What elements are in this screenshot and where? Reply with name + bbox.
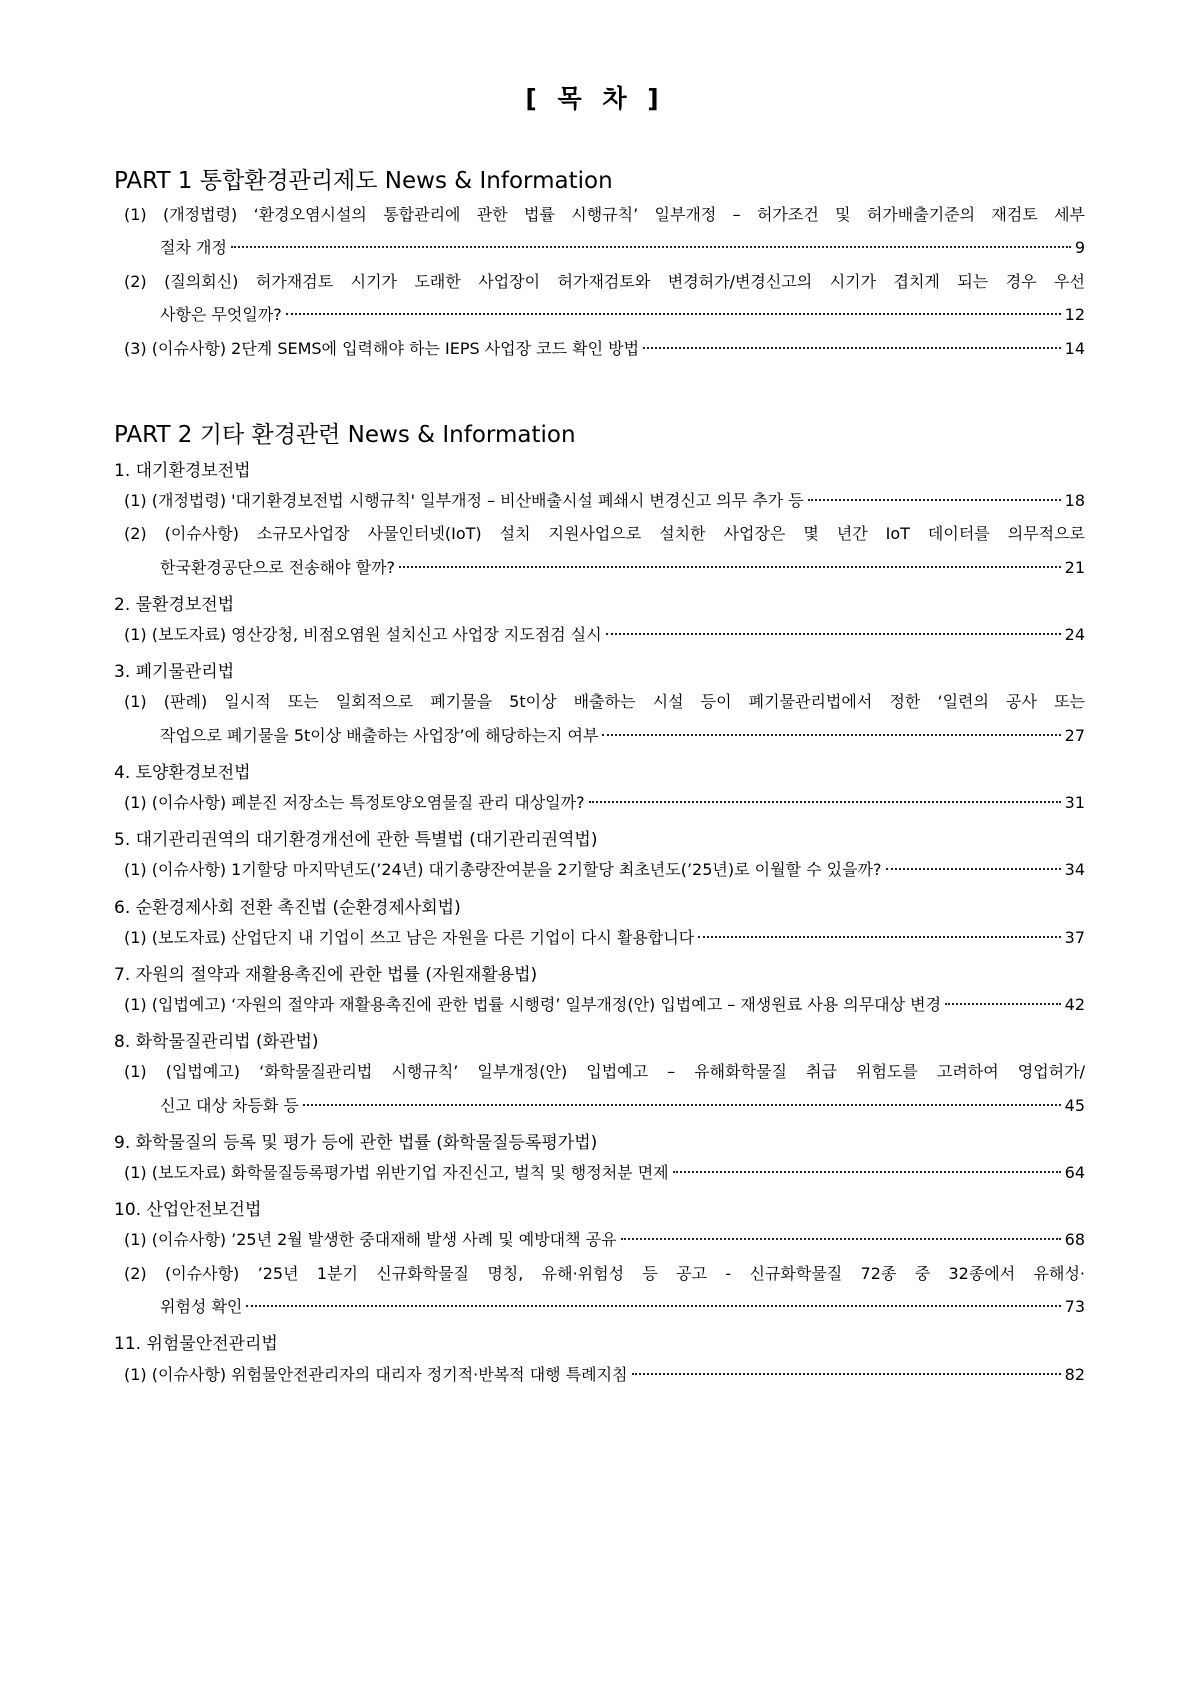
toc-entry [124, 993, 1085, 1017]
dot-leader [808, 499, 1061, 501]
category-heading: 8. 화학물질관리법 (화관법) [114, 1032, 319, 1052]
toc-entry [124, 926, 1085, 950]
toc-entry [124, 623, 1085, 647]
toc-entry-line: (2) (질의회신) 허가재검토 시기가 도래한 사업장이 허가재검토와 변경허가/변경신고의 시기가 겹치게 되는 경우 우선 [124, 272, 1085, 291]
dot-leader [698, 936, 1060, 938]
toc-entry [124, 337, 1085, 361]
dot-leader [945, 1003, 1061, 1005]
toc-entry-text: 작업으로 폐기물을 5t이상 배출하는 사업장’에 해당하는지 여부 [160, 726, 599, 745]
page-number: 14 [1064, 339, 1085, 358]
page-number: 12 [1064, 305, 1085, 324]
toc-entry-line: (1) (입법예고) ‘화학물질관리법 시행규칙’ 일부개정(안) 입법예고 – 유해화학물질 취급 위험도를 고려하여 영업허가/ [124, 1062, 1085, 1081]
toc-entry-text: (1) (보도자료) 영산강청, 비점오염원 설치신고 사업장 지도점검 실시 [124, 625, 602, 644]
dot-leader [231, 246, 1071, 248]
toc-entry-line: (1) (판례) 일시적 또는 일회적으로 폐기물을 5t이상 배출하는 시설 등이 폐기물관리법에서 정한 ‘일련의 공사 또는 [124, 692, 1085, 711]
toc-entry-line: (2) (이슈사항) 소규모사업장 사물인터넷(IoT) 설치 지원사업으로 설치한 사업장은 몇 년간 IoT 데이터를 의무적으로 [124, 524, 1085, 543]
toc-entry [160, 1295, 1085, 1319]
toc-entry-text: (3) (이슈사항) 2단계 SEMS에 입력해야 하는 IEPS 사업장 코드 확인 방법 [124, 339, 640, 358]
dot-leader [886, 868, 1061, 870]
dot-leader [589, 801, 1061, 803]
toc-entry [160, 556, 1085, 580]
toc-entry-text: 사항은 무엇일까? [160, 305, 282, 324]
toc-entry [124, 1363, 1085, 1387]
page-number: 18 [1064, 491, 1085, 510]
toc-entry-text: 한국환경공단으로 전송해야 할까? [160, 558, 396, 577]
toc-entry-text: (1) (이슈사항) 폐분진 저장소는 특정토양오염물질 관리 대상일까? [124, 793, 585, 812]
toc-entry-text: (1) (보도자료) 화학물질등록평가법 위반기업 자진신고, 벌칙 및 행정처분 면제 [124, 1163, 669, 1182]
dot-leader [643, 347, 1061, 349]
page-number: 37 [1064, 928, 1085, 947]
toc-entry-text: (1) (이슈사항) 1기할당 마지막년도(’24년) 대기총량잔여분을 2기할당 최초년도(’25년)로 이월할 수 있을까? [124, 860, 882, 879]
page-number: 9 [1074, 238, 1085, 257]
dot-leader [286, 313, 1061, 315]
category-heading: 6. 순환경제사회 전환 촉진법 (순환경제사회법) [114, 898, 461, 918]
toc-entry-text: (1) (보도자료) 산업단지 내 기업이 쓰고 남은 자원을 다른 기업이 다시 활용합니다 [124, 928, 695, 947]
category-heading: 1. 대기환경보전법 [114, 461, 251, 481]
page-number: 21 [1064, 558, 1085, 577]
toc-entry [124, 791, 1085, 815]
category-heading: 5. 대기관리권역의 대기환경개선에 관한 특별법 (대기관리권역법) [114, 830, 598, 850]
dot-leader [632, 1373, 1061, 1375]
toc-entry-line: (1) (개정법령) ‘환경오염시설의 통합관리에 관한 법률 시행규칙’ 일부개정 – 허가조건 및 허가배출기준의 재검토 세부 [124, 205, 1085, 224]
toc-entry-text: (1) (이슈사항) ’25년 2월 발생한 중대재해 발생 사례 및 예방대책 공유 [124, 1230, 617, 1249]
page-number: 24 [1064, 625, 1085, 644]
part-2-heading: PART 2 기타 환경관련 News & Information [114, 422, 576, 448]
toc-entry-text: (1) (이슈사항) 위험물안전관리자의 대리자 정기적·반복적 대행 특례지침 [124, 1365, 628, 1384]
toc-entry-text: (1) (개정법령) '대기환경보전법 시행규칙' 일부개정 – 비산배출시설 폐쇄시 변경신고 의무 추가 등 [124, 491, 804, 510]
toc-entry-text: 위험성 확인 [160, 1297, 243, 1316]
category-heading: 3. 폐기물관리법 [114, 662, 235, 682]
toc-entry-line: (2) (이슈사항) ’25년 1분기 신규화학물질 명칭, 유해·위험성 등 공고 - 신규화학물질 72종 중 32종에서 유해성· [124, 1264, 1085, 1283]
toc-entry-text: 신고 대상 차등화 등 [160, 1096, 299, 1115]
page-number: 45 [1064, 1096, 1085, 1115]
page-number: 82 [1064, 1365, 1085, 1384]
dot-leader [303, 1104, 1061, 1106]
category-heading: 2. 물환경보전법 [114, 595, 235, 615]
dot-leader [621, 1238, 1061, 1240]
page-number: 73 [1064, 1297, 1085, 1316]
toc-entry [160, 236, 1085, 260]
toc-entry [160, 303, 1085, 327]
page-number: 68 [1064, 1230, 1085, 1249]
toc-entry-text: 절차 개정 [160, 238, 227, 257]
page-number: 34 [1064, 860, 1085, 879]
dot-leader [246, 1305, 1060, 1307]
toc-entry [160, 1094, 1085, 1118]
dot-leader [602, 734, 1060, 736]
category-heading: 4. 토양환경보전법 [114, 763, 251, 783]
category-heading: 11. 위험물안전관리법 [114, 1334, 278, 1354]
part-1-heading: PART 1 통합환경관리제도 News & Information [114, 168, 613, 194]
dot-leader [399, 566, 1061, 568]
toc-entry [124, 489, 1085, 513]
dot-leader [606, 633, 1061, 635]
toc-entry [160, 724, 1085, 748]
toc-entry [124, 1161, 1085, 1185]
page-number: 31 [1064, 793, 1085, 812]
page-number: 27 [1064, 726, 1085, 745]
toc-entry [124, 1228, 1085, 1252]
toc-entry-text: (1) (입법예고) ‘자원의 절약과 재활용촉진에 관한 법률 시행령’ 일부개정(안) 입법예고 – 재생원료 사용 의무대상 변경 [124, 995, 942, 1014]
toc-entry [124, 858, 1085, 882]
page-number: 64 [1064, 1163, 1085, 1182]
category-heading: 7. 자원의 절약과 재활용촉진에 관한 법률 (자원재활용법) [114, 965, 538, 985]
dot-leader [673, 1171, 1061, 1173]
category-heading: 10. 산업안전보건법 [114, 1200, 262, 1220]
category-heading: 9. 화학물질의 등록 및 평가 등에 관한 법률 (화학물질등록평가법) [114, 1133, 598, 1153]
page-number: 42 [1064, 995, 1085, 1014]
page-title: [ 목 차 ] [525, 84, 665, 113]
